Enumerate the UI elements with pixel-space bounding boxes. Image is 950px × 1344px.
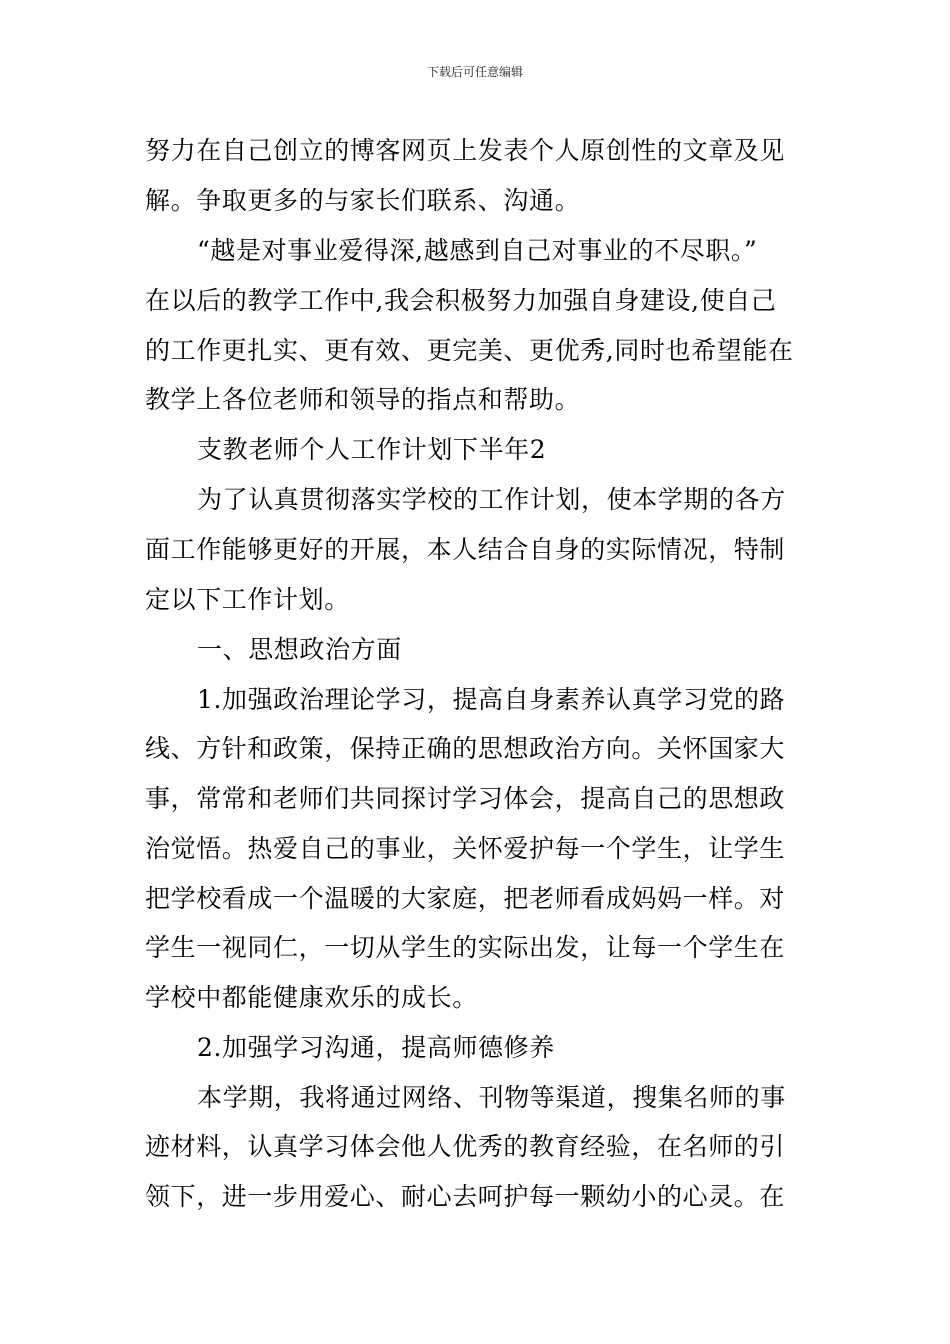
- body-line: 在以后的教学工作中,我会积极努力加强自身建设,使自己: [145, 286, 777, 315]
- body-line: 的工作更扎实、更有效、更完美、更优秀,同时也希望能在: [145, 336, 794, 365]
- body-line: 定以下工作计划。: [145, 585, 350, 614]
- quote-line: “越是对事业爱得深,越感到自己对事业的不尽职。”: [197, 236, 758, 265]
- paragraph-start: 为了认真贯彻落实学校的工作计划，使本学期的各方: [197, 485, 786, 514]
- body-line: 迹材料，认真学习体会他人优秀的教育经验，在名师的引: [145, 1132, 786, 1161]
- body-line: 把学校看成一个温暖的大家庭，把老师看成妈妈一样。对: [145, 884, 786, 913]
- body-line: 解。争取更多的与家长们联系、沟通。: [145, 186, 581, 215]
- body-line: 线、方针和政策，保持正确的思想政治方向。关怀国家大: [145, 734, 786, 763]
- paragraph-start: 本学期，我将通过网络、刊物等渠道，搜集名师的事: [197, 1083, 786, 1112]
- section-title: 支教老师个人工作计划下半年2: [197, 435, 547, 464]
- body-line: 事，常常和老师们共同探讨学习体会，提高自己的思想政: [145, 784, 786, 813]
- body-line: 学生一视同仁，一切从学生的实际出发，让每一个学生在: [145, 933, 786, 962]
- body-line: 治觉悟。热爱自己的事业，关怀爱护每一个学生，让学生: [145, 834, 786, 863]
- subheading: 一、思想政治方面: [197, 635, 402, 664]
- subheading: 2.加强学习沟通，提高师德修养: [197, 1033, 555, 1062]
- body-line: 努力在自己创立的博客网页上发表个人原创性的文章及见: [145, 136, 786, 165]
- body-line: 面工作能够更好的开展，本人结合自身的实际情况，特制: [145, 535, 786, 564]
- paragraph-start: 1.加强政治理论学习，提高自身素养认真学习党的路: [197, 685, 786, 714]
- body-line: 教学上各位老师和领导的指点和帮助。: [145, 385, 581, 414]
- body-line: 学校中都能健康欢乐的成长。: [145, 983, 478, 1012]
- body-line: 领下，进一步用爱心、耐心去呵护每一颗幼小的心灵。在: [145, 1182, 786, 1211]
- page-header-note: 下载后可任意编辑: [426, 65, 523, 79]
